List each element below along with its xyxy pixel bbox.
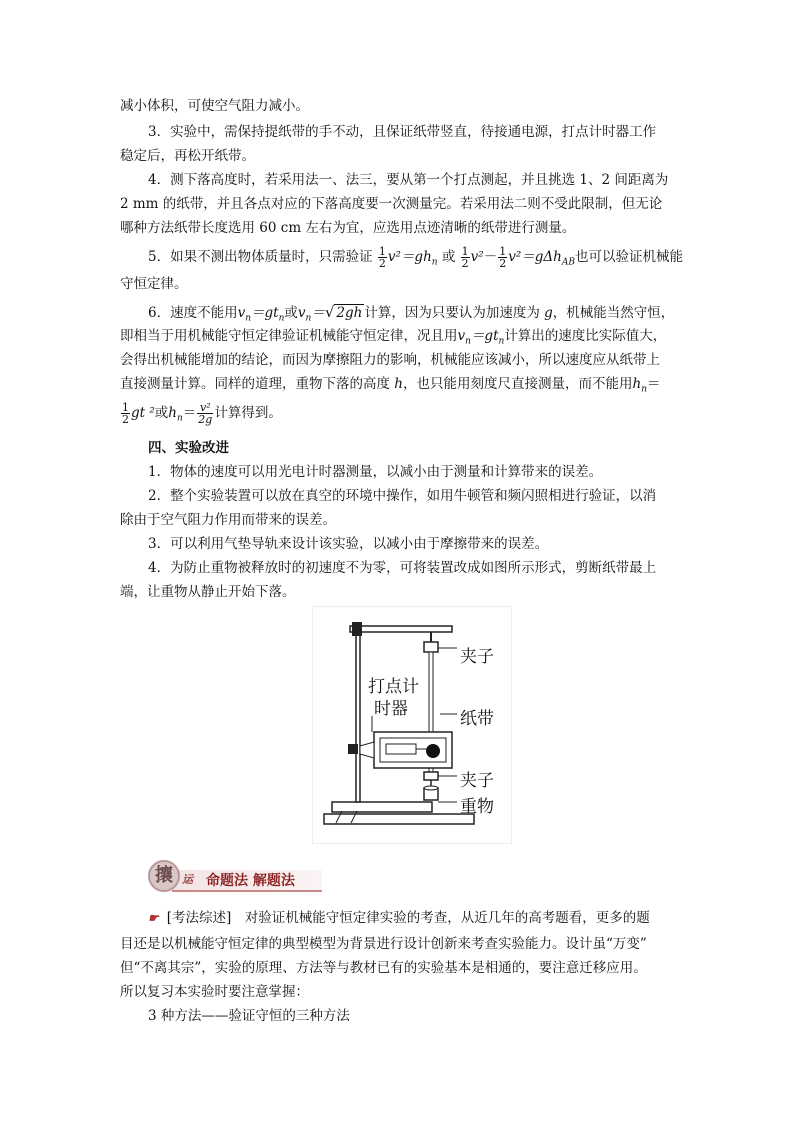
math-minus: － bbox=[483, 249, 498, 265]
fraction-half: $\frac{1}{2}$ bbox=[499, 245, 507, 270]
math-sub: n bbox=[465, 336, 471, 347]
label-timer-2: 时器 bbox=[374, 699, 408, 719]
formula-line bbox=[120, 326, 680, 352]
paragraph-line: 所以复习本实验时要注意掌握： bbox=[120, 984, 309, 1000]
text-span: 计算，因为只要认为加速度为 bbox=[364, 305, 540, 321]
banner-tag: 运 bbox=[182, 873, 193, 886]
paragraph-line: 4．测下落高度时，若采用法一、法三，要从第一个打点测起，并且挑选 1、2 间距离为 bbox=[148, 172, 669, 188]
paragraph-line: 4．为防止重物被释放时的初速度不为零，可将装置改成如图所示形式，剪断纸带最上 bbox=[148, 560, 657, 576]
text-span: 或 bbox=[284, 305, 298, 321]
label-top-clip: 夹子 bbox=[460, 647, 494, 667]
label-tape: 纸带 bbox=[460, 709, 494, 729]
text-span: [考法综述] 对验证机械能守恒定律实验的考查，从近几年的高考题看，更多的题 bbox=[166, 910, 650, 926]
flag-icon: ☛ bbox=[148, 911, 159, 925]
text-span: ，也只能用刻度尺直接测量，而不能用 bbox=[403, 376, 633, 392]
math-h: h bbox=[394, 376, 403, 392]
math-sub: n bbox=[176, 413, 183, 424]
math-gdh: ＝gΔh bbox=[521, 249, 562, 265]
text-span: 即相当于用机械能守恒定律验证机械能守恒定律，况且用 bbox=[120, 328, 458, 344]
paragraph-line: 稳定后，再松开纸带。 bbox=[120, 148, 255, 164]
paragraph-line: 3．可以利用气垫导轨来设计该实验，以减小由于摩擦带来的误差。 bbox=[148, 536, 549, 552]
paragraph-line: 2 mm 的纸带，并且各点对应的下落高度要一次测量完。若采用法二则不受此限制，但无论 bbox=[120, 196, 663, 212]
math-sub: n bbox=[305, 313, 312, 324]
text-span: 计算出的速度比实际值大， bbox=[504, 328, 667, 344]
sqrt-sign: √ bbox=[324, 303, 335, 321]
math-v: v bbox=[237, 305, 246, 321]
math-eq: ＝ bbox=[311, 305, 325, 321]
math-sub: AB bbox=[561, 257, 575, 268]
paragraph-line: 除由于空气阻力作用而带来的误差。 bbox=[120, 512, 336, 528]
paragraph-line: 2．整个实验装置可以放在真空的环境中操作，如用牛顿管和频闪照相进行验证，以消 bbox=[148, 488, 657, 504]
text-span: 或 bbox=[441, 249, 456, 265]
summary-line bbox=[148, 908, 708, 928]
label-weight: 重物 bbox=[460, 797, 494, 817]
paragraph-line: 哪种方法纸带长度选用 60 cm 左右为宜，应选用点迹清晰的纸带进行测量。 bbox=[120, 220, 576, 236]
math-sub: n bbox=[498, 336, 505, 347]
math-v2: v² bbox=[470, 249, 484, 265]
text-span: 6．速度不能用 bbox=[148, 305, 238, 321]
fraction-half: $\frac{1}{2}$ bbox=[378, 245, 386, 270]
text-span: 直接测量计算。同样的道理，重物下落的高度 bbox=[120, 376, 390, 392]
paragraph-line: 守恒定律。 bbox=[120, 276, 188, 292]
paragraph-line: 1．物体的速度可以用光电计时器测量，以减小由于测量和计算带来的误差。 bbox=[148, 464, 603, 480]
fraction-half: $\frac{1}{2}$ bbox=[122, 401, 129, 426]
math-sub: n bbox=[245, 313, 252, 324]
section-banner bbox=[148, 860, 324, 894]
paragraph-line: 但“不离其宗”，实验的原理、方法等与教材已有的实验基本是相通的，要注意迁移应用。 bbox=[120, 960, 647, 976]
formula-line-6 bbox=[148, 302, 708, 329]
banner-title: 命题法 解题法 bbox=[206, 873, 295, 889]
fraction-half: $\frac{1}{2}$ bbox=[461, 245, 469, 270]
apparatus-figure bbox=[312, 606, 512, 844]
text-span: 或 bbox=[154, 405, 169, 421]
paragraph-line: 3．实验中，需保持提纸带的手不动，且保证纸带竖直，待接通电源，打点计时器工作 bbox=[148, 124, 657, 140]
section-heading: 四、实验改进 bbox=[148, 440, 229, 456]
text-span: 也可以验证机械能 bbox=[574, 249, 683, 265]
formula-line-5 bbox=[148, 246, 708, 273]
math-g: g bbox=[544, 305, 553, 321]
label-timer-1: 打点计 bbox=[368, 677, 419, 697]
math-v2: v² bbox=[387, 249, 401, 265]
paragraph-line: 减小体积，可使空气阻力减小。 bbox=[120, 98, 309, 114]
text-span: ，机械能当然守恒， bbox=[552, 305, 675, 321]
math-h: h bbox=[632, 376, 642, 392]
math-gt2: gt ² bbox=[131, 405, 155, 421]
math-gt: ＝gt bbox=[251, 305, 279, 321]
text-span: 5．如果不测出物体质量时，只需验证 bbox=[148, 249, 373, 265]
formula-line: 直接测量计算。同样的道理，重物下落的高度 h，也只能用刻度尺直接测量，而不能用$h_n=$ bbox=[120, 376, 661, 395]
math-gt: ＝gt bbox=[470, 328, 499, 344]
formula-line: $\frac{1}{2}$ gt ²或$h_n=$ $\frac{\text{v²}}{2g}$ 计算得到。 bbox=[122, 401, 282, 426]
math-sub: n bbox=[278, 313, 285, 324]
text-span: 计算得到。 bbox=[214, 405, 282, 421]
math-v: v bbox=[457, 328, 466, 344]
paragraph-line: 3 种方法——验证守恒的三种方法 bbox=[148, 1008, 350, 1024]
banner-circle-icon: 攘 bbox=[148, 860, 180, 892]
math-sub: n bbox=[431, 257, 438, 268]
paragraph-line: 端，让重物从静止开始下落。 bbox=[120, 584, 296, 600]
paragraph-line: 会得出机械能增加的结论，而因为摩擦阻力的影响，机械能应该减小，所以速度应从纸带上 bbox=[120, 352, 660, 368]
math-v: v bbox=[297, 305, 306, 321]
math-v2: v² bbox=[508, 249, 522, 265]
fraction-v2-2g: $\frac{\text{v²}}{2g}$ bbox=[198, 401, 213, 426]
math-sub: n bbox=[641, 384, 647, 395]
math-h: h bbox=[168, 405, 177, 421]
math-sqrt-body: 2gh bbox=[336, 305, 363, 321]
label-bottom-clip: 夹子 bbox=[460, 771, 494, 791]
math-ghn: ＝gh bbox=[400, 249, 432, 265]
paragraph-line: 目还是以机械能守恒定律的典型模型为背景进行设计创新来考查实验能力。设计虽“万变” bbox=[120, 936, 647, 952]
